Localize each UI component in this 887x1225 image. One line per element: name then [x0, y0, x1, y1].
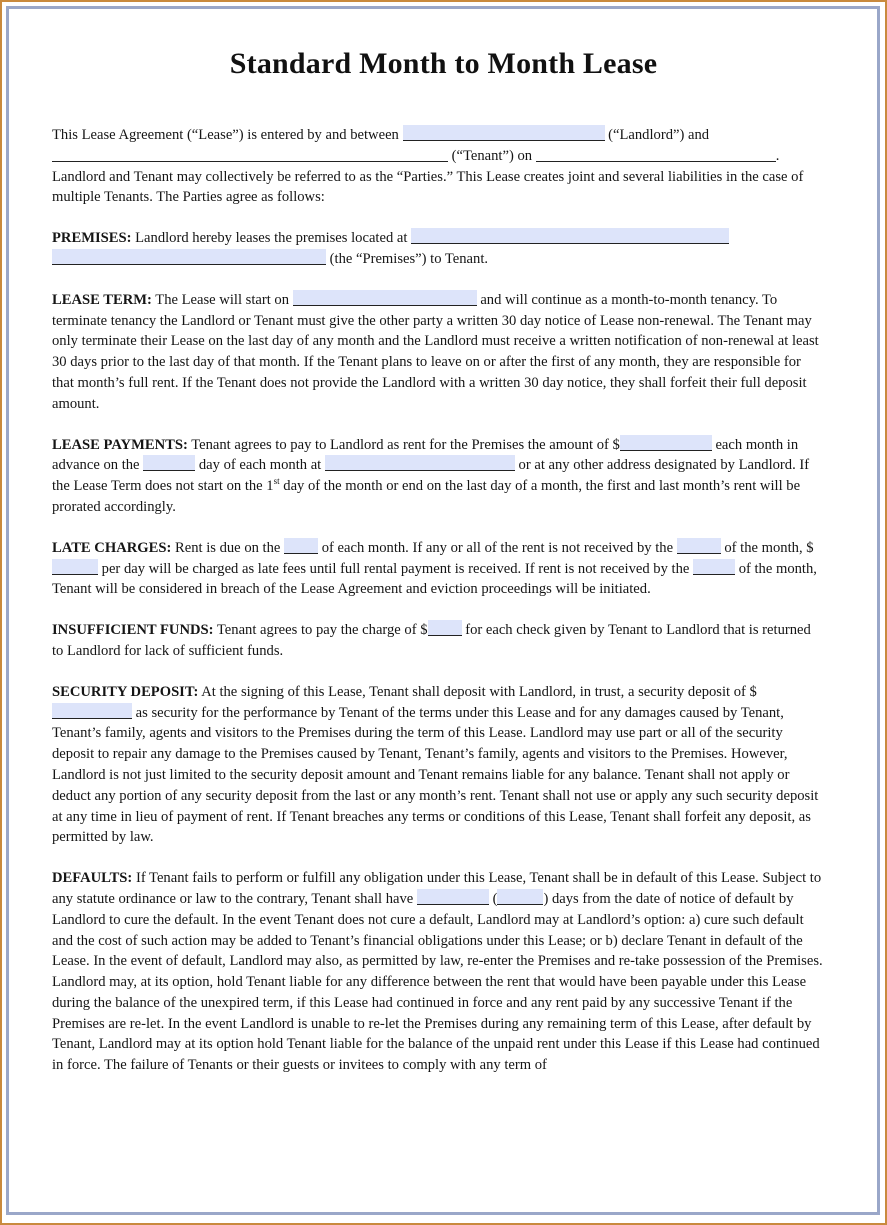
insufficient-funds-text-2: for each check given by Tenant to Landlord that is returned to Landlord for lack of sufficient funds. [52, 622, 811, 659]
premises-address-field-2[interactable] [52, 249, 326, 265]
lease-payments-text-4: or at any other address designated by Landlord. If the Lease Term does not start on the 1 [52, 457, 810, 495]
premises-paragraph [52, 228, 824, 270]
late-charges-text-2: of each month. If any or all of the rent is not received by the [321, 539, 674, 556]
defaults-text-2: ( [492, 890, 498, 907]
intro-paragraph [52, 125, 824, 208]
premises-text-1: Landlord hereby leases the premises located at [135, 230, 408, 247]
nsf-charge-field[interactable] [428, 620, 462, 636]
insufficient-funds-heading: INSUFFICIENT FUNDS: [52, 622, 214, 639]
lease-payments-text-5: day of the month or end on the last day of a month, the first and last month’s rent will be prorated accordingly. [52, 478, 801, 515]
defaults-heading: DEFAULTS: [52, 870, 133, 887]
lease-term-text-1: The Lease will start on [155, 291, 290, 308]
lease-payments-text-1: Tenant agrees to pay to Landlord as rent for the Premises the amount of $ [191, 436, 620, 453]
cure-days-words-field[interactable] [417, 889, 489, 905]
lease-body [52, 125, 824, 1096]
lease-term-text-2: and will continue as a month-to-month tenancy. To terminate tenancy the Landlord or Tenant must give the other party a written 30 day notice of Lease non-renewal. The Tenant may only terminate their Lease on the last day of any month and the Landlord must receive a written notification of non-renewal at least 30 days prior to the last day of that month. If the Tenant plans to leave on or after the first of any month, they are responsible for that month’s full rent. If the Tenant does not provide the Landlord with a written 30 day notice, they shall forfeit their full deposit amount. [52, 291, 819, 412]
rent-due-field[interactable] [284, 538, 318, 554]
intro-text-1: This Lease Agreement (“Lease”) is entered by and between [52, 127, 399, 143]
breach-day-field[interactable] [693, 559, 735, 575]
late-charges-text-3: of the month, $ [724, 539, 814, 556]
lease-payments-paragraph [52, 435, 824, 518]
rent-due-day-field[interactable] [143, 455, 195, 471]
late-charges-text-1: Rent is due on the [175, 539, 281, 556]
rent-amount-field[interactable] [620, 435, 712, 451]
security-deposit-text-1: At the signing of this Lease, Tenant shall deposit with Landlord, in trust, a security deposit of $ [201, 683, 757, 700]
late-charges-text-5: of the month, Tenant will be considered in breach of the Lease Agreement and eviction proceedings will be initiated. [52, 560, 817, 598]
security-deposit-field[interactable] [52, 703, 132, 719]
ordinal-suffix: st [273, 476, 280, 487]
intro-text-3: (“Tenant”) on [451, 147, 533, 164]
lease-payments-text-2: each month in advance on the [52, 436, 799, 474]
late-charges-text-4: per day will be charged as late fees until full rental payment is received. If rent is not received by the [101, 560, 690, 577]
start-date-field[interactable] [293, 290, 477, 306]
lease-payments-heading: LEASE PAYMENTS: [52, 436, 188, 453]
payment-address-field[interactable] [325, 455, 515, 471]
lease-term-paragraph [52, 290, 824, 415]
security-deposit-heading: SECURITY DEPOSIT: [52, 683, 199, 700]
late-charges-heading: LATE CHARGES: [52, 539, 172, 556]
premises-heading: PREMISES: [52, 230, 132, 247]
security-deposit-paragraph [52, 682, 824, 848]
lease-term-heading: LEASE TERM: [52, 291, 152, 308]
premises-address-field[interactable] [411, 228, 729, 244]
landlord-name-field[interactable] [403, 125, 605, 141]
late-fee-field[interactable] [52, 559, 98, 575]
late-charges-paragraph [52, 538, 824, 600]
lease-date-blank[interactable] [536, 147, 776, 162]
security-deposit-text-2: as security for the performance by Tenant of the terms under this Lease and for any damages caused by Tenant, Tenant’s family, agents and visitors to the Premises during the term of this Lease. Landlord may use part or all of the security deposit to repair any damage to the Premises caused by Tenant, Tenant’s family, agents and visitors to the Premises. However, Landlord is not just limited to the security deposit amount and Tenant remains liable for any balance. Tenant shall not apply or deduct any portion of any security deposit from the last or any month’s rent. Tenant shall not use or apply any such security deposit at any time in lieu of payment of rent. If Tenant breaches any terms or conditions of this Lease, Tenant shall forfeit any deposit, as permitted by law. [52, 704, 819, 846]
tenant-name-blank[interactable] [52, 147, 448, 162]
defaults-paragraph [52, 868, 824, 1076]
grace-day-field[interactable] [677, 538, 721, 554]
defaults-text-3: ) days from the date of notice of default by Landlord to cure the default. In the event Tenant does not cure a default, Landlord may at Landlord’s option: a) cure such default and the cost of such action may be added to Tenant’s financial obligations under this Lease; or b) declare Tenant in default of the Lease. In the event of default, Landlord may also, as permitted by law, re-enter the Premises and re-take possession of the Premises. Landlord may, at its option, hold Tenant liable for any difference between the rent that would have been payable under this Lease during the balance of the unexpired term, if this Lease had continued in force and any rent paid by any successive Tenant if the Premises are re-let. In the event Landlord is unable to re-let the Premises during any remaining term of this Lease, after default by Tenant, Landlord may at its option hold Tenant liable for the balance of the unpaid rent under this Lease if this Lease had continued in force. The failure of Tenants or their guests or invitees to comply with any term of [52, 890, 823, 1074]
cure-days-number-field[interactable] [497, 889, 543, 905]
document-title: Standard Month to Month Lease [229, 47, 658, 80]
premises-text-2: (the “Premises”) to Tenant. [329, 250, 489, 267]
intro-text-2: (“Landlord”) and [608, 127, 710, 143]
intro-text-4: . Landlord and Tenant may collectively be referred to as the “Parties.” This Lease creates joint and several liabilities in the case of multiple Tenants. The Parties agree as follows: [52, 147, 804, 206]
insufficient-funds-paragraph [52, 620, 824, 662]
insufficient-funds-text-1: Tenant agrees to pay the charge of $ [216, 622, 428, 639]
defaults-text-1: If Tenant fails to perform or fulfill any obligation under this Lease, Tenant shall be in default of this Lease. Subject to any statute ordinance or law to the contrary, Tenant shall have [52, 870, 822, 907]
lease-payments-text-3: day of each month at [198, 457, 322, 474]
